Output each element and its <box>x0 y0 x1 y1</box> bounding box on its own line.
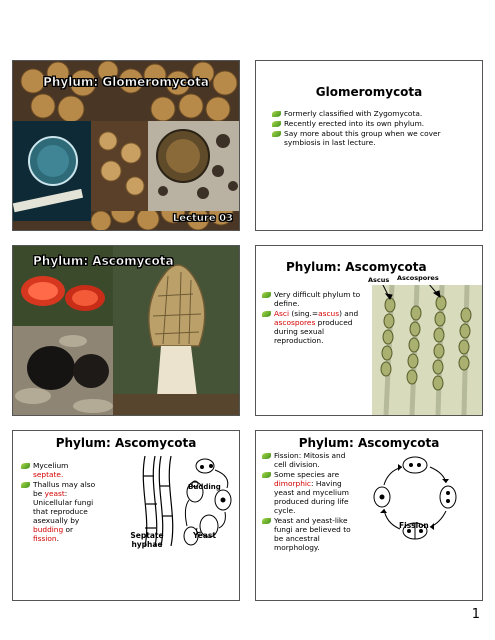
bullet-icon <box>262 311 271 317</box>
slide-glomeromycota-photo <box>12 60 240 231</box>
list-item: Some species are dimorphic: Having yeast and mycelium produced during life cycle. <box>262 470 360 515</box>
bullet-icon <box>262 453 271 459</box>
list-item: Yeast and yeast-like fungi are believed to be ancestral morphology. <box>262 516 360 552</box>
ascospores-label: Ascospores <box>397 274 439 282</box>
list-item: Mycelium septate. <box>21 461 97 479</box>
list-item: Asci (sing.=ascus) and ascospores produced during sexual reproduction. <box>262 309 362 345</box>
budding-label: Budding <box>188 483 221 491</box>
bullet-list <box>21 461 97 544</box>
list-item: Thallus may also be yeast: Unicellular fungi that reproduce asexually by budding or fission. <box>21 480 97 543</box>
bullet-icon <box>272 111 281 117</box>
slide-ascomycota-yeast <box>12 430 240 601</box>
list-item: Very difficult phylum to define. <box>262 290 362 308</box>
yeast-label: Yeast <box>193 531 216 540</box>
slide-ascomycota-photo <box>12 245 240 416</box>
bullet-icon <box>21 482 30 488</box>
slide-ascomycota-asci <box>255 245 483 416</box>
slide-title: Phylum: Ascomycota <box>55 436 197 450</box>
bullet-icon <box>272 121 281 127</box>
bullet-icon <box>262 292 271 298</box>
slide-glomeromycota-text <box>255 60 483 231</box>
septate-hyphae-label: Septate hyphae <box>130 531 164 549</box>
bullet-list <box>262 290 362 346</box>
slide-title: Phylum: Glomeromycota <box>43 75 209 89</box>
slide-title: Glomeromycota <box>315 85 423 99</box>
bullet-icon <box>21 463 30 469</box>
page-number: 1 <box>471 607 480 622</box>
slide-title: Phylum: Ascomycota <box>298 436 440 450</box>
fission-cycle-diagram <box>368 453 462 545</box>
bullet-list <box>262 451 360 553</box>
bullet-icon <box>272 131 281 137</box>
slide-title: Phylum: Ascomycota <box>286 260 427 274</box>
ascomycota-photo-collage <box>13 246 240 416</box>
list-item: Recently erected into its own phylum. <box>272 119 472 128</box>
slide-ascomycota-fission <box>255 430 483 601</box>
ascus-label: Ascus <box>368 276 390 284</box>
bullet-list <box>272 109 472 148</box>
slide-title: Phylum: Ascomycota <box>33 254 174 268</box>
fission-label: Fission <box>399 521 429 530</box>
asci-micrograph <box>372 285 482 415</box>
bullet-icon <box>262 472 271 478</box>
lecture-badge: Lecture 03 <box>172 213 233 224</box>
list-item: Say more about this group when we cover symbiosis in last lecture. <box>272 129 472 147</box>
yeast-budding-diagram <box>175 456 240 556</box>
list-item: Formerly classified with Zygomycota. <box>272 109 472 118</box>
bullet-icon <box>262 518 271 524</box>
list-item: Fission: Mitosis and cell division. <box>262 451 360 469</box>
